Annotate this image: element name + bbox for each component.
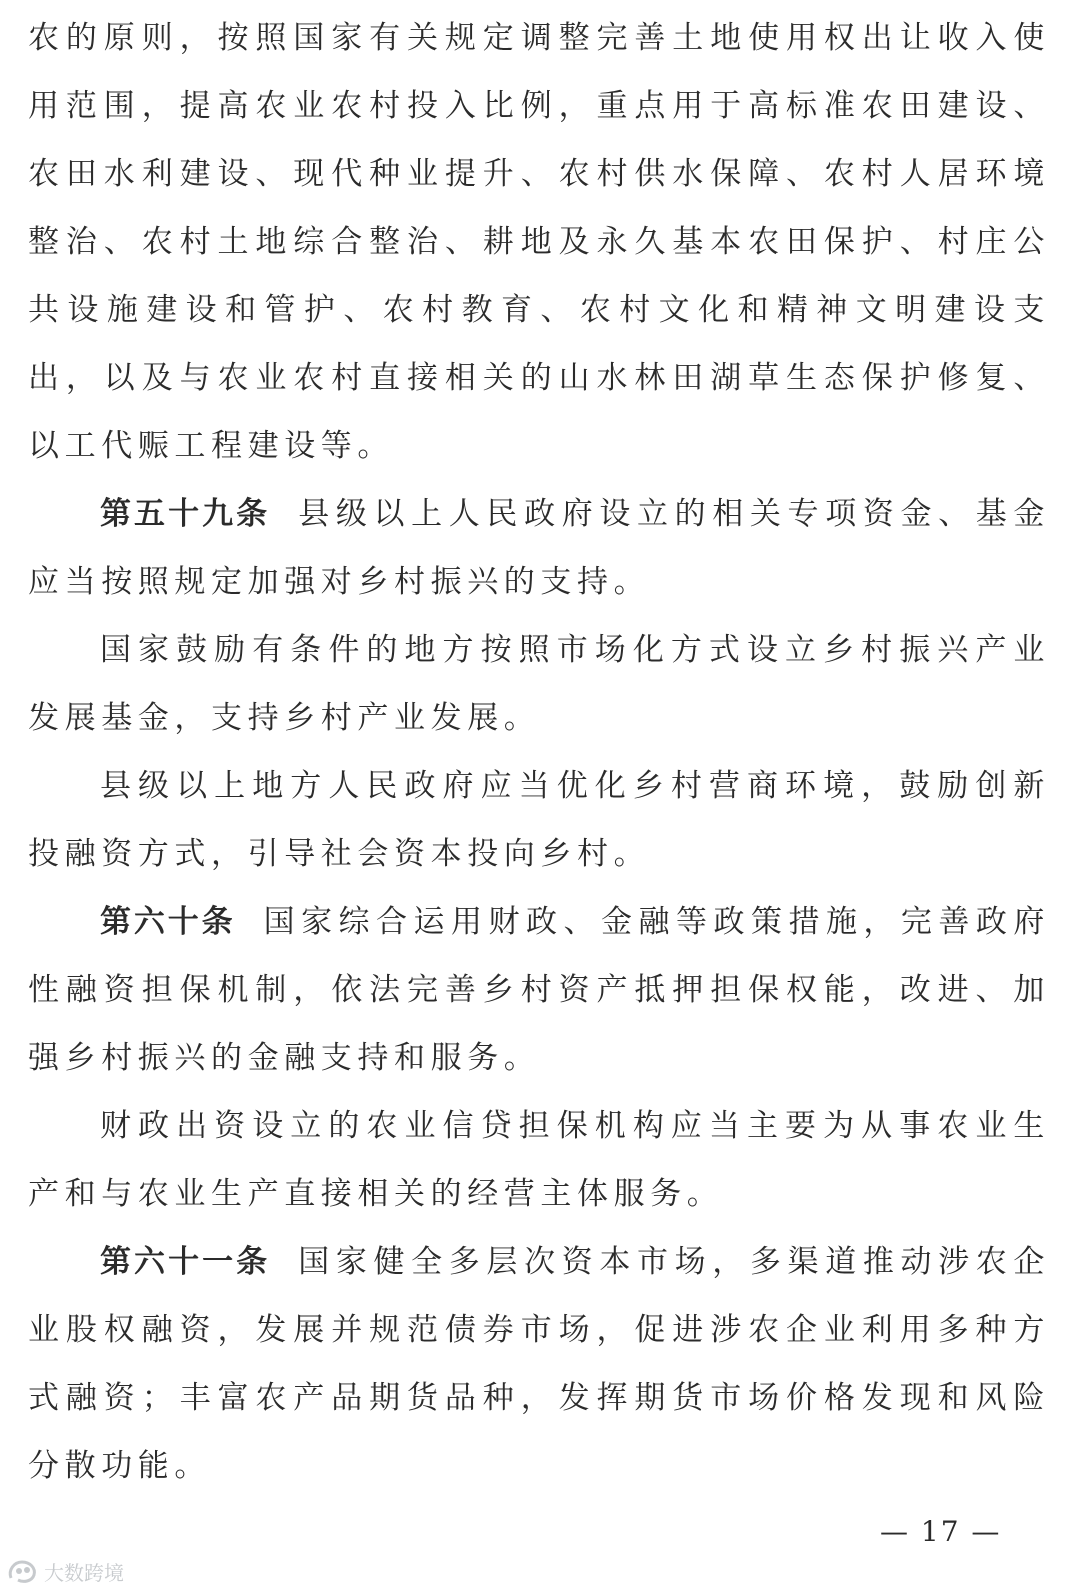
paragraph-2 [28, 480, 1050, 616]
paragraph-text: 农的原则，按照国家有关规定调整完善土地使用权出让收入使用范围，提高农业农村投入比例，重点用于高标准农田建设、农田水利建设、现代种业提升、农村供水保障、农村人居环境整治、农村土地综合整治、耕地及永久基本农田保护、村庄公共设施建设和管护、农村教育、农村文化和精神文明建设支出，以及与农业农村直接相关的山水林田湖草生态保护修复、以工代赈工程建设等。 [28, 20, 1050, 464]
article-heading: 第六十一条 [100, 1244, 271, 1280]
paragraph-1 [28, 4, 1050, 480]
paragraph-text: 国家鼓励有条件的地方按照市场化方式设立乡村振兴产业发展基金，支持乡村产业发展。 [28, 632, 1050, 736]
paragraph-3 [28, 616, 1050, 752]
body-text [28, 4, 1050, 1500]
paragraph-7 [28, 1228, 1050, 1500]
paragraph-text: 国家健全多层次资本市场，多渠道推动涉农企业股权融资，发展并规范债券市场，促进涉农企业利用多种方式融资；丰富农产品期货品种，发挥期货市场价格发现和风险分散功能。 [28, 1244, 1051, 1484]
article-heading: 第六十条 [100, 904, 236, 940]
watermark-logo-icon [6, 1556, 40, 1586]
paragraph-text: 国家综合运用财政、金融等政策措施，完善政府性融资担保机制，依法完善乡村资产抵押担保权能，改进、加强乡村振兴的金融支持和服务。 [28, 904, 1051, 1076]
page-number: — 17 — [880, 1515, 1002, 1548]
watermark-text: 大数跨境 [44, 1560, 124, 1585]
paragraph-text: 县级以上地方人民政府应当优化乡村营商环境，鼓励创新投融资方式，引导社会资本投向乡村。 [28, 768, 1050, 872]
paragraph-6 [28, 1092, 1050, 1228]
article-heading: 第五十九条 [100, 496, 271, 532]
paragraph-text: 县级以上人民政府设立的相关专项资金、基金应当按照规定加强对乡村振兴的支持。 [28, 496, 1051, 600]
paragraph-text: 财政出资设立的农业信贷担保机构应当主要为从事农业生产和与农业生产直接相关的经营主体服务。 [28, 1108, 1050, 1212]
watermark [6, 1556, 124, 1586]
paragraph-5 [28, 888, 1050, 1092]
paragraph-4 [28, 752, 1050, 888]
